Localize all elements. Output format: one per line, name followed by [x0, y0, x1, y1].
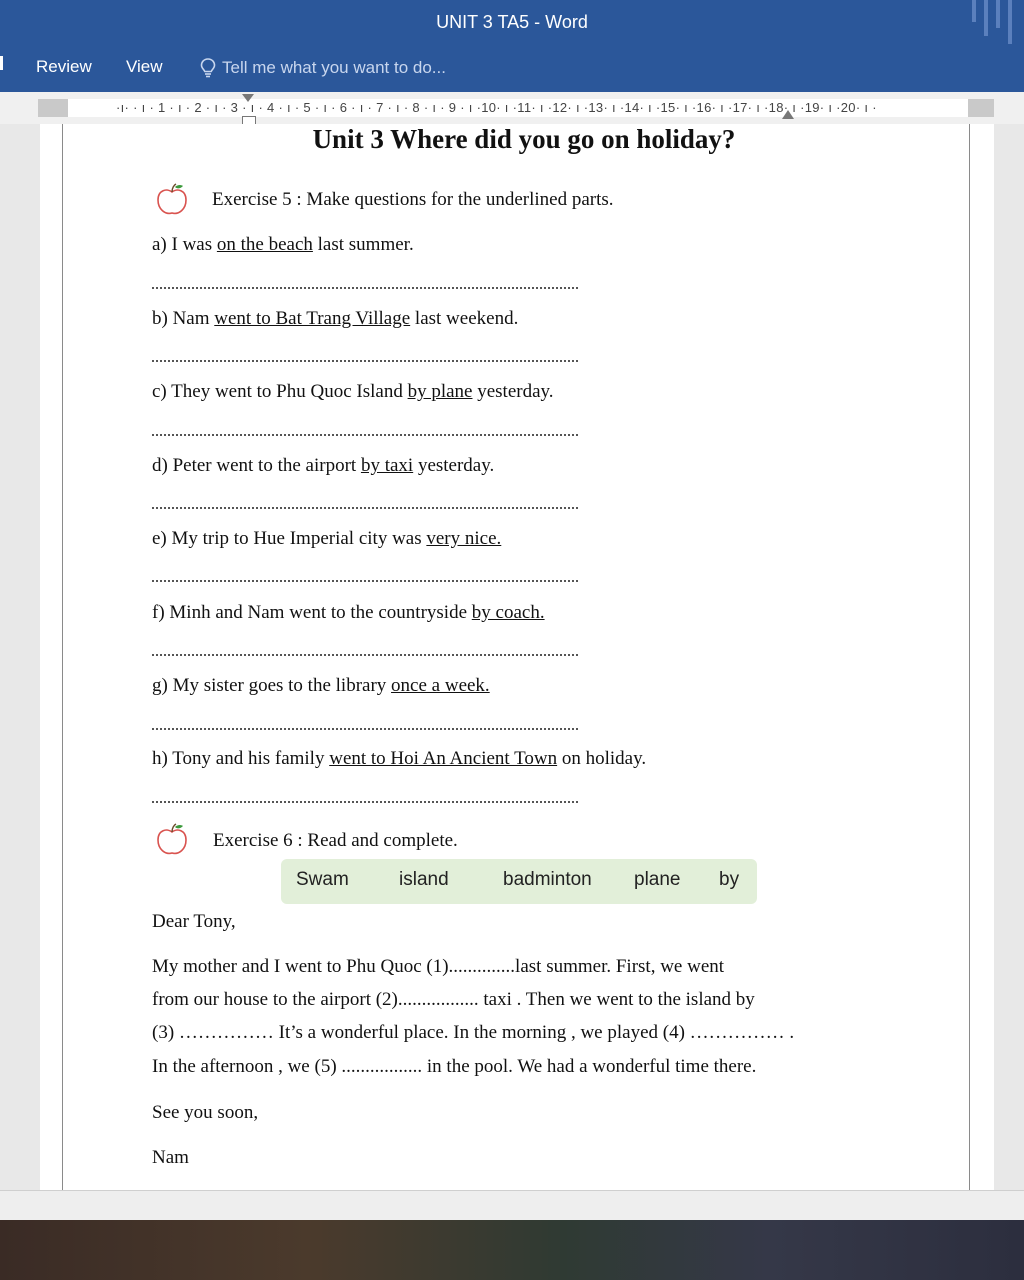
page-gap	[0, 1190, 1024, 1221]
right-indent-marker[interactable]	[782, 110, 794, 119]
letter-greeting: Dear Tony,	[152, 911, 236, 932]
question-c: c) They went to Phu Quoc Island by plane yesterday.	[152, 381, 554, 402]
letter-line: My mother and I went to Phu Quoc (1)..............last summer. First, we went	[152, 956, 725, 977]
answer-line-f[interactable]	[152, 654, 578, 656]
background-surface	[0, 1220, 1024, 1280]
question-h: h) Tony and his family went to Hoi An Ancient Town on holiday.	[152, 748, 647, 769]
horizontal-ruler[interactable]	[0, 92, 1024, 124]
ruler-right-margin	[968, 99, 994, 117]
titlebar-decoration	[984, 0, 988, 36]
word-bank-item: plane	[634, 869, 681, 890]
letter-line: from our house to the airport (2)................. taxi . Then we went to the island by	[152, 989, 755, 1010]
answer-line-d[interactable]	[152, 507, 578, 509]
apple-icon	[154, 182, 190, 218]
exercise5-heading: Exercise 5 : Make questions for the underlined parts.	[212, 189, 614, 210]
ruler-strip	[38, 99, 994, 117]
letter-line: In the afternoon , we (5) ................. in the pool. We had a wonderful time there.	[152, 1056, 757, 1077]
lightbulb-icon	[200, 57, 216, 79]
question-g: g) My sister goes to the library once a week.	[152, 675, 490, 696]
page-right-margin-line	[969, 124, 970, 1190]
answer-line-b[interactable]	[152, 360, 578, 362]
apple-icon	[154, 822, 190, 858]
word-bank-item: Swam	[296, 869, 349, 890]
ribbon-tab-edge	[0, 56, 3, 70]
document-title: Unit 3 Where did you go on holiday?	[312, 124, 736, 154]
word-bank-item: by	[719, 869, 740, 890]
word-bank	[281, 859, 757, 904]
answer-line-e[interactable]	[152, 580, 578, 582]
question-a: a) I was on the beach last summer.	[152, 234, 414, 255]
letter-signature: Nam	[152, 1147, 189, 1168]
window-title: UNIT 3 TA5 - Word	[436, 12, 588, 32]
page-left-margin-line	[62, 124, 63, 1190]
question-b: b) Nam went to Bat Trang Village last weekend.	[152, 308, 519, 329]
question-e: e) My trip to Hue Imperial city was very nice.	[152, 528, 502, 549]
tell-me-box[interactable]	[200, 57, 446, 79]
title-bar	[0, 0, 1024, 48]
tab-review[interactable]: Review	[36, 57, 92, 76]
question-d: d) Peter went to the airport by taxi yesterday.	[152, 455, 495, 476]
word-bank-item: badminton	[503, 869, 592, 890]
tab-view[interactable]: View	[126, 57, 163, 76]
question-f: f) Minh and Nam went to the countryside by coach.	[152, 602, 545, 623]
answer-line-a[interactable]	[152, 287, 578, 289]
ruler-left-margin	[38, 99, 68, 117]
answer-line-c[interactable]	[152, 434, 578, 436]
exercise6-heading: Exercise 6 : Read and complete.	[213, 830, 458, 851]
answer-line-h[interactable]	[152, 801, 578, 803]
ruler-labels: ·ı· · ı · 1 · ı · 2 · ı · 3 · ı · 4 · ı · 5 · ı · 6 · ı · 7 · ı · 8 · ı · 9 · ı ·10· ı ·11· ı ·12· ı ·13· ı ·14· ı ·15· ı ·16· ı ·17· ı ·18· ı ·19· ı ·20· ı ·	[116, 100, 877, 115]
word-bank-item: island	[399, 869, 449, 890]
tell-me-placeholder: Tell me what you want to do...	[222, 58, 446, 77]
letter-closing: See you soon,	[152, 1102, 259, 1123]
first-line-indent-marker[interactable]	[242, 94, 254, 102]
letter-line: (3) …………… It’s a wonderful place. In the morning , we played (4) …………… .	[152, 1022, 795, 1043]
ribbon-tabs	[0, 48, 1024, 92]
answer-line-g[interactable]	[152, 728, 578, 730]
titlebar-decoration	[972, 0, 976, 22]
titlebar-decoration	[1008, 0, 1012, 44]
titlebar-decoration	[996, 0, 1000, 28]
